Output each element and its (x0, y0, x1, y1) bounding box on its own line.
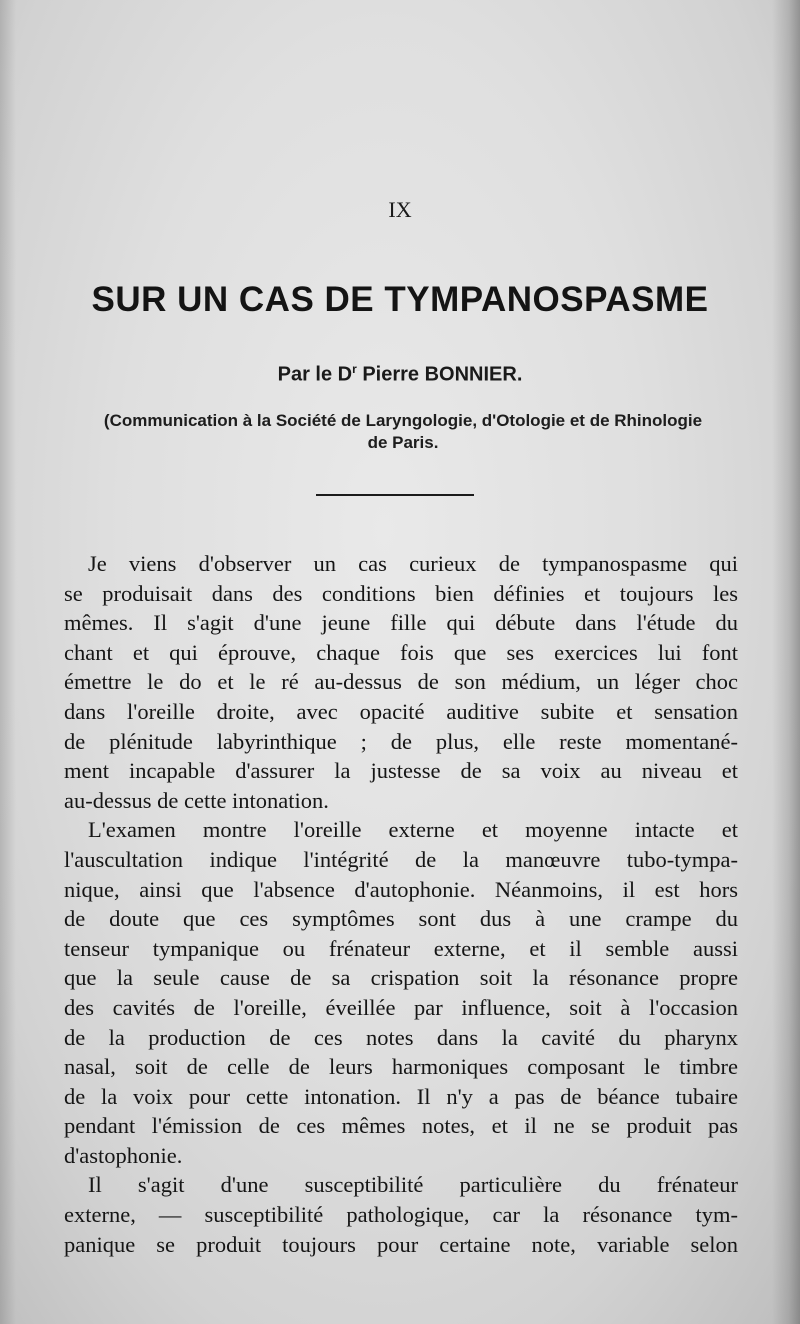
text-line: d'astophonie. (64, 1142, 183, 1168)
paragraph-1 (64, 549, 738, 815)
text-line: ment incapable d'assurer la justesse de sa voix au niveau et (64, 758, 738, 784)
separator-rule (316, 494, 474, 496)
text-line: se produisait dans des conditions bien définies et toujours les (64, 580, 738, 606)
reverse-side-bleed-through (60, 40, 760, 90)
text-line: nasal, soit de celle de leurs harmoniques composant le timbre (64, 1054, 738, 1080)
chapter-number: IX (388, 197, 412, 222)
text-line: Je viens d'observer un cas curieux de tympanospasme qui (88, 551, 738, 576)
text-line: de la production de ces notes dans la cavité du pharynx (64, 1024, 738, 1050)
text-line: pendant l'émission de ces mêmes notes, et il ne se produit pas (64, 1113, 738, 1139)
text-line: de plénitude labyrinthique ; de plus, elle reste momentané- (64, 728, 738, 754)
text-line: L'examen montre l'oreille externe et moyenne intacte et (88, 817, 738, 843)
text-line: externe, — susceptibilité pathologique, car la résonance tym- (64, 1202, 738, 1228)
text-line: tenseur tympanique ou frénateur externe, et il semble aussi (64, 935, 738, 961)
author-prefix: Par le D (277, 363, 353, 386)
text-line: dans l'oreille droite, avec opacité auditive subite et sensation (64, 698, 738, 724)
text-line: au-dessus de cette intonation. (64, 787, 329, 813)
text-line: Il s'agit d'une susceptibilité particulière du frénateur (88, 1172, 738, 1198)
author-line (0, 362, 800, 387)
communication-line-2: de Paris. (367, 433, 439, 452)
paragraph-2 (64, 815, 738, 1170)
text-line: chant et qui éprouve, chaque fois que ses exercices lui font (64, 639, 738, 665)
article-body (64, 549, 738, 1259)
text-line: de la voix pour cette intonation. Il n'y a pas de béance tubaire (64, 1083, 738, 1109)
communication-line-1: (Communication à la Société de Laryngologie, d'Otologie et de Rhinologie (103, 411, 703, 430)
text-line: que la seule cause de sa crispation soit la résonance propre (64, 965, 738, 991)
text-line: des cavités de l'oreille, éveillée par influence, soit à l'occasion (64, 994, 738, 1020)
text-line: émettre le do et le ré au-dessus de son médium, un léger choc (64, 669, 738, 695)
author-name: Pierre BONNIER. (362, 363, 523, 386)
text-line: mêmes. Il s'agit d'une jeune fille qui débute dans l'étude du (64, 610, 738, 636)
author-title-superscript: r (352, 362, 357, 376)
communication-note (58, 410, 748, 454)
article-title: SUR UN CAS DE TYMPANOSPASME (91, 280, 709, 319)
paragraph-3 (64, 1170, 738, 1259)
text-line: l'auscultation indique l'intégrité de la manœuvre tubo-tympa- (64, 846, 738, 872)
text-line: panique se produit toujours pour certaine note, variable selon (64, 1231, 738, 1257)
text-line: nique, ainsi que l'absence d'autophonie. Néanmoins, il est hors (64, 876, 738, 902)
text-line: de doute que ces symptômes sont dus à une crampe du (64, 906, 738, 932)
